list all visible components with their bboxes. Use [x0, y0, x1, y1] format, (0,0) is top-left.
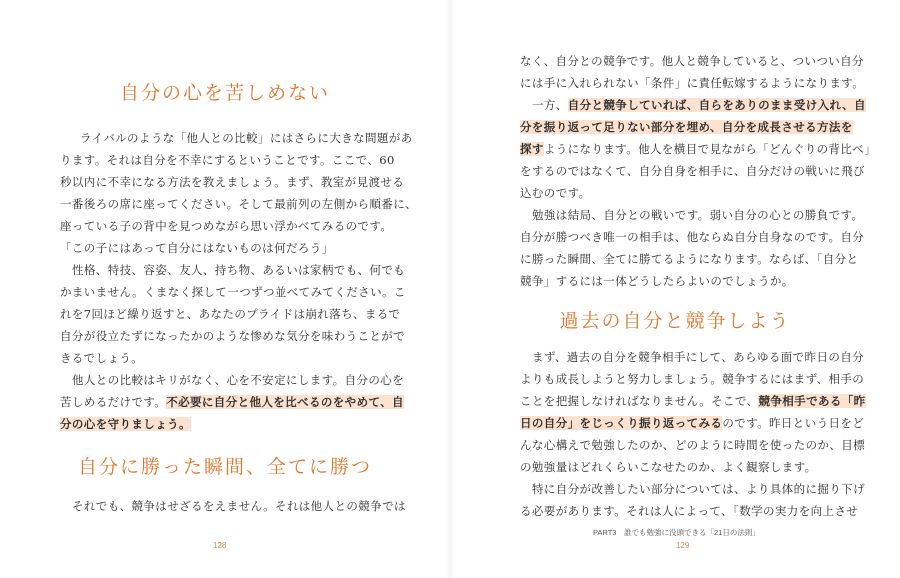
body-line: まず、過去の自分を競争相手にして、あらゆる面で昨日の自分	[532, 350, 865, 364]
highlighted-text: 競争相手である「昨	[758, 394, 866, 408]
body-line: 秒以内に不幸になる方法を教えましょう。まず、教室が見渡せる	[60, 175, 405, 189]
body-line: 性格、特技、容姿、友人、持ち物、あるいは家柄でも、何でも	[72, 263, 406, 277]
section-heading: 自分に勝った瞬間、全てに勝つ	[77, 456, 372, 478]
body-line: 込むのです。	[520, 186, 591, 200]
section-heading: 過去の自分と競争しよう	[559, 310, 791, 332]
body-line	[532, 94, 866, 116]
highlighted-text: 不必要に自分と他人を比べるのをやめて、自	[166, 395, 404, 409]
body-line: をするのではなくて、自分自身を相手に、自分だけの戦いに飛び	[520, 164, 865, 178]
body-text: ようになります。他人を横目で見ながら「どんぐりの背比べ」	[543, 142, 877, 156]
body-text: のです。昨日という日をど	[722, 416, 865, 430]
body-line: 特に自分が改善したい部分については、より具体的に掘り下げ	[532, 482, 865, 496]
highlighted-text: 日の自分」をじっくり振り返ってみる	[520, 416, 723, 430]
body-line: かまいません。くまなく探して一つずつ並べてみてください。こ	[60, 285, 406, 299]
body-text: 苦しめるだけです。	[60, 395, 167, 409]
body-line: それでも、競争はせざるをえません。それは他人との競争では	[72, 499, 406, 513]
body-line: 勉強は結局、自分との戦いです。弱い自分の心との勝負です。	[532, 208, 864, 222]
body-line: ります。それは自分を不幸にするということです。ここで、60	[60, 153, 395, 167]
highlighted-text: 探す	[520, 142, 544, 156]
body-line: る必要があります。それは人によって、「数学の実力を向上させ	[520, 504, 859, 518]
body-line: れを7回ほど繰り返すと、あなたのプライドは崩れ落ち、まるで	[60, 307, 401, 321]
page-number: 129	[676, 541, 690, 550]
body-line: きるでしょう。	[60, 351, 144, 365]
body-line: んな心構えで勉強したのか、どのように時間を使ったのか、目標	[520, 438, 866, 452]
section-heading: 自分の心を苦しめない	[119, 82, 330, 104]
body-line: 自分が役立たずになったかのような惨めな気分を味わうことがで	[60, 329, 406, 343]
body-line: よりも成長しようと努力しましょう。競争するにはまず、相手の	[520, 372, 865, 386]
body-line	[60, 413, 191, 435]
body-line	[520, 412, 864, 434]
body-line: なく、自分との競争です。他人と競争していると、ついつい自分	[520, 54, 864, 68]
body-line: 「この子にはあって自分にはないものは何だろう」	[60, 241, 334, 255]
body-line	[60, 391, 404, 413]
body-line: の勉強量はどれくらいこなせたのか、よく観察します。	[520, 460, 817, 474]
body-line: 座っている子の背中を見つめながら思い浮かべてみるのです。	[60, 219, 393, 233]
highlighted-text: 分を振り返って足りない部分を埋め、自分を成長させる方法を	[520, 120, 853, 134]
body-line	[520, 390, 866, 412]
body-line: ライバルのような「他人との比較」にはさらに大きな問題があ	[80, 131, 413, 145]
body-line	[520, 138, 876, 160]
running-head: PART3 誰でも勉強に没頭できる「21日の法則」	[593, 528, 760, 537]
body-line: に勝った瞬間、全てに勝てるようになります。ならば、「自分と	[520, 252, 859, 266]
right-page	[450, 0, 900, 578]
body-text: ことを把握しなければなりません。そこで、	[520, 394, 759, 408]
body-line: 競争」するには一体どうしたらよいのでしょうか。	[520, 274, 794, 288]
body-line: 一番後ろの席に座ってください。そして最前列の左側から順番に、	[60, 197, 417, 211]
highlighted-text: 分の心を守りましょう。	[60, 417, 191, 431]
page-number: 128	[213, 541, 227, 550]
body-line	[520, 116, 853, 138]
body-text: 一方、	[532, 98, 568, 112]
body-line: 他人との比較はキリがなく、心を不安定にします。自分の心を	[72, 373, 405, 387]
body-line: 自分が勝つべき唯一の相手は、他ならぬ自分自身なのです。自分	[520, 230, 865, 244]
highlighted-text: 自分と競争していれば、自らをありのまま受け入れ、自	[567, 98, 866, 112]
body-line: には手に入れられない「条件」に責任転嫁するようになります。	[520, 76, 865, 90]
